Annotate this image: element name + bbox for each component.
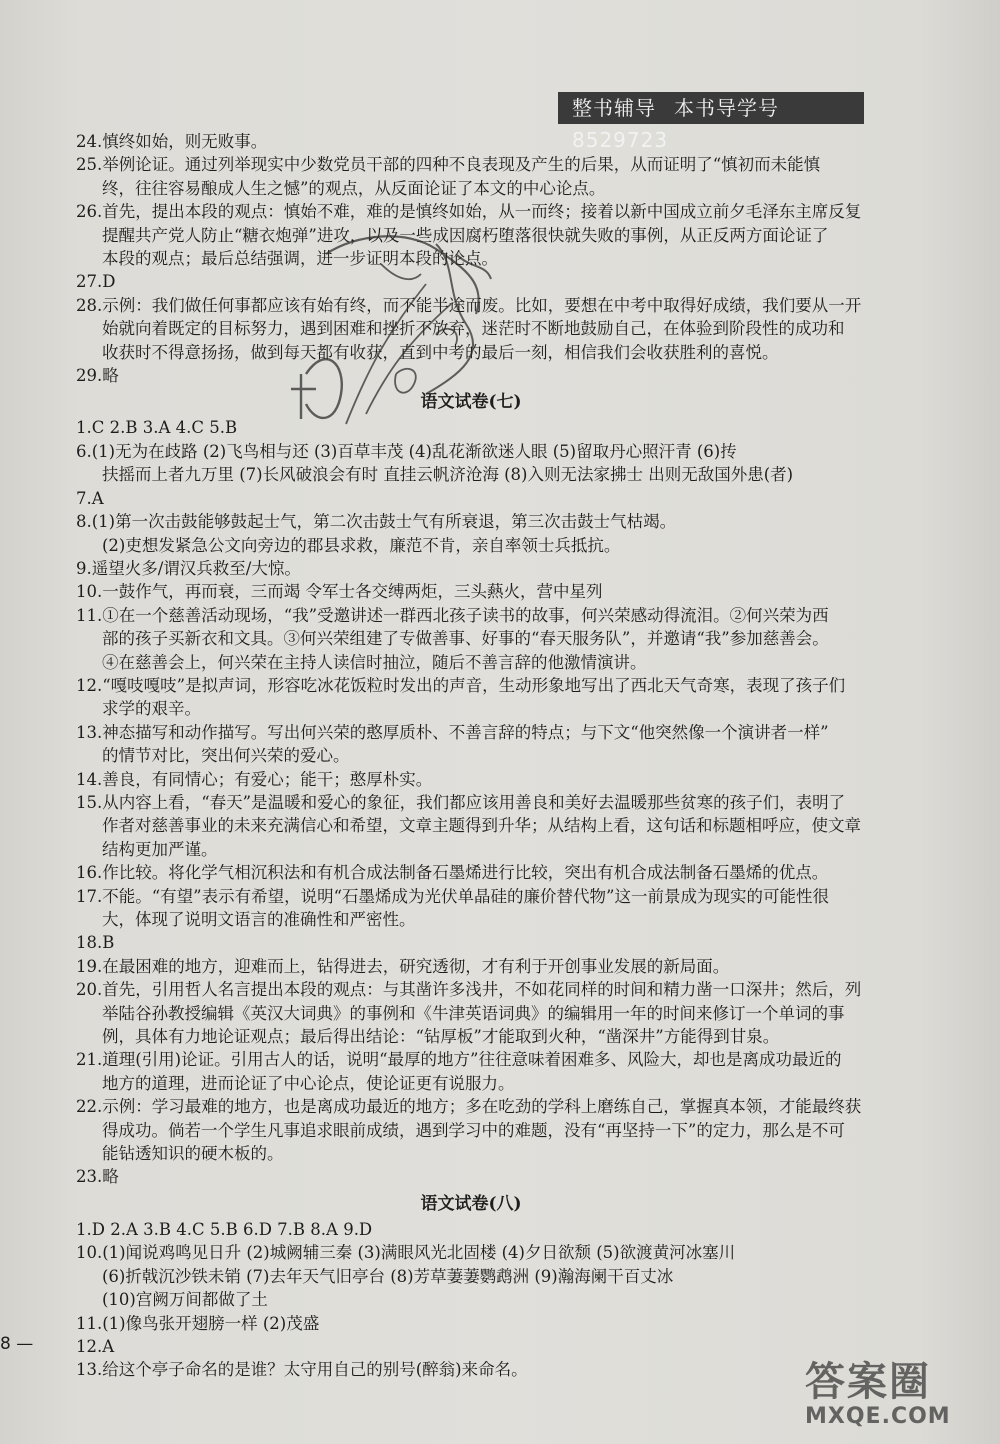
answer-line: 13.神态描写和动作描写。写出何兴荣的憨厚质朴、不善言辞的特点；与下文“他突然像一个演讲者一样” <box>76 722 829 742</box>
answer-line: 10.(1)闻说鸡鸣见日升 (2)城阙辅三秦 (3)满眼风光北固楼 (4)夕日欲颓 (5)欲渡黄河冰塞川 <box>76 1243 736 1263</box>
answer-line: 结构更加严谨。 <box>102 839 218 859</box>
answer-line: 求学的艰辛。 <box>102 699 201 719</box>
section-previous-answers <box>76 130 866 387</box>
answer-line: 15.从内容上看，“春天”是温暖和爱心的象征，我们都应该用善良和美好去温暖那些贫寒的孩子们，表明了 <box>76 792 846 812</box>
answer-line: 终，往往容易酿成人生之憾”的观点，从反面论证了本文的中心论点。 <box>102 178 606 198</box>
answer-line: 22.示例：学习最难的地方，也是离成功最近的地方；多在吃劲的学科上磨练自己，掌握真本领，才能最终获 <box>76 1097 862 1117</box>
page-number: 8 — <box>0 1334 34 1354</box>
section-exam-8-answers <box>76 1218 866 1382</box>
answer-line: (10)宫阙万间都做了土 <box>102 1290 268 1310</box>
answer-line: 23.略 <box>76 1167 119 1187</box>
answer-line: 29.略 <box>76 366 119 386</box>
answer-line: 16.作比较。将化学气相沉积法和有机合成法制备石墨烯进行比较，突出有机合成法制备石墨烯的优点。 <box>76 863 829 883</box>
answer-line: 例，具体有力地论证观点；最后得出结论：“钻厚板”才能取到火种，“凿深井”方能得到甘泉。 <box>102 1027 780 1047</box>
answer-line: 7.A <box>76 488 104 508</box>
answer-line: 25.举例论证。通过列举现实中少数党员干部的四种不良表现及产生的后果，从而证明了“慎初而未能慎 <box>76 155 821 175</box>
answer-line: ④在慈善会上，何兴荣在主持人读信时抽泣，随后不善言辞的他激情演讲。 <box>102 652 647 672</box>
section-title-exam-7: 语文试卷(七) <box>420 392 522 413</box>
answer-line: 6.(1)无为在歧路 (2)飞鸟相与还 (3)百草丰茂 (4)乱花渐欲迷人眼 (5)留取丹心照汗青 (6)抟 <box>76 441 737 461</box>
answer-line: 11.①在一个慈善活动现场，“我”受邀讲述一群西北孩子读书的故事，何兴荣感动得流泪。②何兴荣为西 <box>76 605 829 625</box>
answer-line: 本段的观点；最后总结强调，进一步证明本段的论点。 <box>102 249 498 269</box>
answer-line: 得成功。倘若一个学生凡事追求眼前成绩，遇到学习中的难题，没有“再坚持一下”的定力，那么是不可 <box>102 1120 845 1140</box>
answer-line: 20.首先，引用哲人名言提出本段的观点：与其凿许多浅井，不如花同样的时间和精力凿一口深井；然后，列 <box>76 980 862 1000</box>
answer-line: 地方的道理，进而论证了中心论点，使论证更有说服力。 <box>102 1073 515 1093</box>
answer-line: (2)吏想发紧急公文向旁边的郡县求救，廉范不肯，亲自率领士兵抵抗。 <box>102 535 621 555</box>
answer-line: 21.道理(引用)论证。引用古人的话，说明“最厚的地方”往往意味着困难多、风险大，却也是离成功最近的 <box>76 1050 842 1070</box>
answer-line: 举陆谷孙教授编辑《英汉大词典》的事例和《牛津英语词典》的编辑用一年的时间来修订一个单词的事 <box>102 1003 845 1023</box>
section-title-exam-8: 语文试卷(八) <box>420 1193 522 1214</box>
answer-line: 14.善良，有同情心；有爱心；能干；憨厚朴实。 <box>76 769 433 789</box>
answer-line: 27.D <box>76 272 116 292</box>
answer-line: 26.首先，提出本段的观点：慎始不难，难的是慎终如始，从一而终；接着以新中国成立前夕毛泽东主席反复 <box>76 202 862 222</box>
answer-line: 12.“嘎吱嘎吱”是拟声词，形容吃冰花饭粒时发出的声音，生动形象地写出了西北天气奇寒，表现了孩子们 <box>76 675 846 695</box>
answer-line: 9.遥望火多/谓汉兵救至/大惊。 <box>76 558 301 578</box>
answer-line: 提醒共产党人防止“糖衣炮弹”进攻，以及一些成因腐朽堕落很快就失败的事例，从正反两方面论证了 <box>102 225 829 245</box>
section-exam-7-answers <box>76 416 866 1188</box>
answer-line: 1.C 2.B 3.A 4.C 5.B <box>76 418 238 438</box>
answer-line: 部的孩子买新衣和文具。③何兴荣组建了专做善事、好事的“春天服务队”，并邀请“我”参加慈善会。 <box>102 629 829 649</box>
answer-line: 24.慎终如始，则无败事。 <box>76 132 268 151</box>
watermark-big-text: 答案圈 <box>805 1359 931 1405</box>
answer-line: 13.给这个亭子命名的是谁？太守用自己的别号(醉翁)来命名。 <box>76 1360 528 1380</box>
header-right-text: 本书导学号8529723 <box>572 96 779 152</box>
answer-line: 收获时不得意扬扬，做到每天都有收获，直到中考的最后一刻，相信我们会收获胜利的喜悦。 <box>102 342 779 362</box>
answer-line: 10.一鼓作气，再而衰，三而竭 令军士各交缚两炬，三头爇火，营中星列 <box>76 582 603 602</box>
answer-line: 扶摇而上者九万里 (7)长风破浪会有时 直挂云帆济沧海 (8)入则无法家拂士 出则无敌国外患(者) <box>102 465 794 485</box>
answer-line: 1.D 2.A 3.B 4.C 5.B 6.D 7.B 8.A 9.D <box>76 1219 373 1239</box>
answer-line: 的情节对比，突出何兴荣的爱心。 <box>102 746 350 766</box>
book-guide-header <box>558 92 864 152</box>
answer-line: 17.不能。“有望”表示有希望，说明“石墨烯成为光伏单晶硅的廉价替代物”这一前景成为现实的可能性很 <box>76 886 829 906</box>
answer-line: 始就向着既定的目标努力，遇到困难和挫折不放弃，迷茫时不断地鼓励自己，在体验到阶段性的成功和 <box>102 319 845 339</box>
header-left-text: 整书辅导 <box>572 96 656 120</box>
answer-line: 19.在最困难的地方，迎难而上，钻得进去，研究透彻，才有利于开创事业发展的新局面。 <box>76 956 730 976</box>
watermark-small-text: MXQE.COM <box>805 1404 951 1429</box>
answer-line: 8.(1)第一次击鼓能够鼓起士气，第二次击鼓士气有所衰退，第三次击鼓士气枯竭。 <box>76 512 677 532</box>
answer-line: 18.B <box>76 933 115 953</box>
answer-line: 大，体现了说明文语言的准确性和严密性。 <box>102 910 416 929</box>
answer-line: (6)折戟沉沙铁未销 (7)去年天气旧亭台 (8)芳草萋萋鹦鹉洲 (9)瀚海阑干百丈冰 <box>102 1266 674 1286</box>
answer-line: 11.(1)像鸟张开翅膀一样 (2)茂盛 <box>76 1313 320 1333</box>
site-watermark-logo <box>805 1360 995 1440</box>
answer-line: 12.A <box>76 1336 115 1356</box>
answer-line: 能钻透知识的硬木板的。 <box>102 1144 284 1164</box>
answer-line: 28.示例：我们做任何事都应该有始有终，而不能半途而废。比如，要想在中考中取得好成绩，我们要从一开 <box>76 295 862 315</box>
answer-line: 作者对慈善事业的未来充满信心和希望，文章主题得到升华；从结构上看，这句话和标题相呼应，使文章 <box>102 816 861 836</box>
answer-content <box>76 130 866 1382</box>
